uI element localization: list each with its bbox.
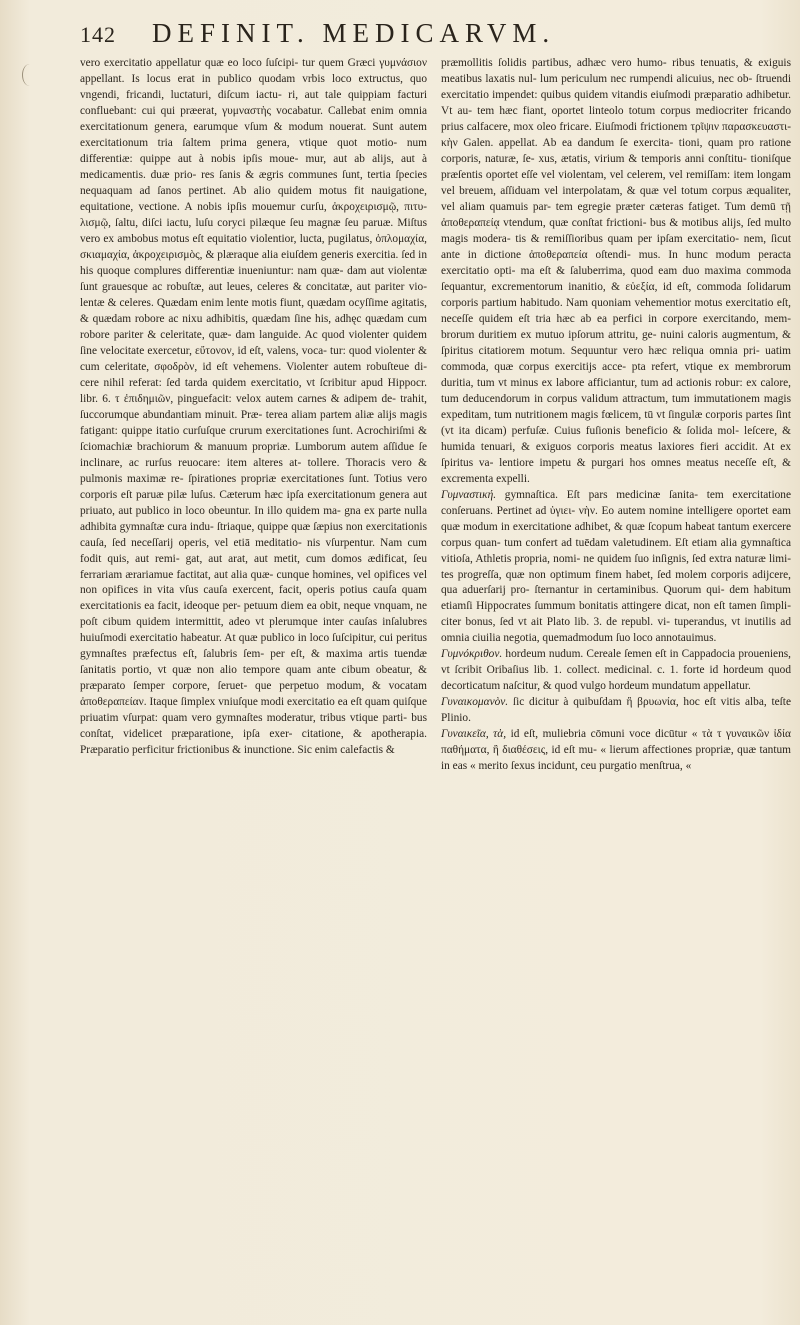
left-column [80,56,427,759]
margin-mark [22,64,37,86]
entry-gynaecia-head: Γυναικεῖα, τὰ, [441,728,507,741]
entry-hordeum [441,647,791,695]
running-title: DEFINIT. MEDICARVM. [152,18,556,48]
right-paragraph-1: præmollitis ſolidis partibus, adhæc vero humo- ribus tenuatis, & exiguis meatibus laxatis nul- lum periculum nec rumpendi alicuius, nec ob- ſtruendi exercitatio impendet: quibus quidem vitandis eiuſmodi præparatio adhibetur. Vt au- tem hæc fiant, oportet linteolo totum corpus mediocriter fricando prius calfacere, mox oleo fricare. Eiuſmodi frictionem τρῖψιν παρασκευαστι- κὴν Galen. appellat. Ab ea dandum ſe exercita- tioni, quam pro ratione corporis, naturæ, ſe- xus, ætatis, virium & temporis anni conſtitu- tioniſque præſentis oportet eſſe vel violentam, vel celerem, vel remiſſam: item longam vel breuem, aſſiduam vel interpolatam, & quæ vel totum corpus æqualiter, vel aliam quamuis par- tem egregie præter cæteras fatiget. Tum demū τῇ ἀποθεραπείᾳ vtendum, quæ conſtat frictioni- bus & motibus alijs, ſed multo magis modera- tis & remiſſioribus quam per ipſam exercitatio- nem, ſicut ante in dictione ἀποθεραπεία oſtendi- mus. In hunc modum peracta exercitatio opti- ma eſt & ſaluberrima, quod eam duo maxima commoda ſequantur, excrementorum inanitio, & εὐεξία, id eſt, commoda ſolidarum corporis partium habitudo. Nam quoniam vehementior motus exercitatio eſt, neceſſe quidem eſt tria hæc ab ea perfici in corpore exercitando, mem- brorum duritiem ex mutuo ipſorum attritu, ge- nuini caloris augmentum, & ſpiritus citatiorem motum. Sequuntur vero hæc reliqua omnia pri- uatim commoda, quæ corpus exercitijs acce- pta refert, vtique ex membrorum duritia, tum vt minus ex labore afficiantur, tum ad actionis robur: ex calore, tum deducendorum in corpus validum attractum, tum immutationem magis expeditam, tum nutritionem magis fœlicem, tū vt ſingulæ corporis partes ſint (vt ita dicam) perfuſæ. Cuius fuſionis beneficio & ſolida mol- leſcere, & humida tenuari, & exiguos corporis meatus laxiores fieri accidit. At ex ſpiritus va- lentiore impetu & purgari hos omnes meatus neceſſe eſt, & excrementa expelli. [441,57,791,485]
entry-gymnastica [441,488,791,648]
entry-gynaecia [441,727,791,775]
header-rule [78,53,790,54]
right-column [441,56,791,775]
entry-gynaecomanon-body: ſic dicitur à quibuſdam ἢ βρυωνία, hoc eſt vitis alba, teſte Plinio. [441,696,791,725]
entry-gymnastica-head: Γυμναστική. [441,488,497,501]
entry-hordeum-head: Γυμνόκριθον. [441,648,503,661]
entry-gymnastica-body: gymnaſtica. Eſt pars medicinæ ſanita- tem exercitatione conſeruans. Pertinet ad ὑγιει- νὴν. Eo autem nomine intelligere oportet eam quæ modum in exercitatione adhibet, & quæ ſcopum habeat tantum exercere corpus quan- tum confert ad tuēdam valetudinem. Eſt etiam alia gymnaſtica vitioſa, Athletis propria, nomi- ne quidem ſuo inſignis, ſed extra naturæ limi- tes progreſſa, quæ non optimum finem habet, ſed molem corporis adijcere, qua aduerſarij pro- ſternantur in certaminibus. Quorum qui- dem habitum etiamſi Hippocrates ſummum bonitatis attingere dicat, non eſt tamen ſimpli- citer bonus, ſed vt ait Plato lib. 3. de republ. vi- tuperandus, vt inutilis ad omnia ciuilia negotia, quemadmodum ſuo loco annotauimus. [441,488,791,645]
left-column-text: vero exercitatio appellatur quæ eo loco ſuſcipi- tur quem Græci γυμνάσιον appellant. Is locus erat in publico quodam vrbis loco extructus, quo vngendi, fricandi, luctaturi, diſcum iactu- ri, aut tale quippiam facturi confluebant: cui qui præerat, γυμναστὴς vocabatur. Callebat enim omnia exercitationum genera, earumque vſum & modum nouerat. Sunt autem exercitationum tria ſaltem prima genera, vtique quot motio- num differentiæ: quippe aut à nobis ipſis moue- mur, aut ab alijs, aut à medicamentis. duæ prio- res ſanis & ægris communes ſunt, tertia ſpecies nequaquam ad ſanos pertinet. Ab alio quidem motus fit nauigatione, equitatione, vectione. A nobis ipſis mouemur curſu, ἀκροχειρισμῷ, πιτυ- λισμῷ, ſaltu, diſci iactu, luſu coryci pilæque ſeu magnæ ſeu paruæ. Miſtus vero ex ambobus motus eſt equitatio violentior, lucta, pugilatus, ὁπλομαχία, σκιαμαχία, ἀκροχειρισμὸς, & plæraque alia eiuſdem generis exercitia. ſed in his quoque complures differentiæ inueniuntur: nam quæ- dam aut violentæ ſunt grauesque ac robuſtæ, aut leues, celeres & concitatæ, aut pariter vio- lentæ & celeres. Quædam enim lente motis fiunt, quædam ocyſſime agitatis, & quædam robore ac nixu adhibitis, quædam ſine his, adhęc quædam cum robore pariter & celeritate, quæ- dam languide. Ac quod violenter quidem ſine velocitate exercetur, εὔτονον, id eſt, valens, voca- tur: quod violenter & cum celeritate, σφοδρὸν, id eſt vehemens. Violenter autem robuſteue di- cere nihil referat: ſed tarda quidem exercitatio, vt ſcribitur apud Hippocr. libr. 6. τ ἐπιδημιῶν, pinguefacit: velox autem carnes & adipem de- trahit, ſuccorumque abundantiam minuit. Præ- terea aliam partem aliæ alijs magis fatigant: quippe itatio curſuſque crurum exercitationes ſunt. Acrochiriſmi & ſciomachiæ brachiorum & manuum propriæ. Lumborum autem aſſidue ſe inclinare, ac rurſus reuocare: item alteres at- tollere. Thoracis vero & pulmonis maximæ re- ſpirationes propriæ exercitationes ſunt. Totius vero corporis eſt paruæ pilæ luſus. Cæterum hæc ipſa exercitationum genera aut priuato, aut publico in loco obeuntur. In illo quidem ma- gna ex parte nulla adhibita gymnaſtæ cura indu- ſtriaque, quippe quæ ſæpius non exercitationis cauſa, ſed neceſſarij operis, vel etiā meditatio- nis vſurpentur. Nam cum fodit quis, aut remi- gat, aut arat, aut metit, cum domos ædificat, ſeu ferrariam ærariamue factitat, aut alia quæ- cunque homines, vel opifices vel non opifices in vita vſus cauſa exercent, facit, operis potius cauſa quam exercitationis ea facit, ideoque per- petuum diem ea obit, neque vnquam, ne poſt cibum quidem intermittit, adeo vt plerumque inter cauſas inſalubres huiuſmodi exercitatio habeatur. At quæ publico in loco ſuſcipitur, cui peritus gymnaſtes præfectus eſt, ſalubris ſem- per eſt, & maxima artis tuendæ ſanitatis portio, vt quæ non alio tempore quam ante cibum obeatur, & præparato ſemper corpore, ſeruet- que perpetuo modum, & vocatam ἀποθεραπείαν. Itaque ſimplex vniuſque modi exercitatio ea eſt quam quiſque priuatim vſurpat: quam vero gymnaſtes moderatur, tribus vtique parti- bus conſtat, videlicet præparatione, ipſa exer- citatione, & apotherapia. Præparatio perficitur frictionibus & inunctione. Sic enim calefactis & [80,57,427,757]
entry-gynaecomanon-head: Γυναικομανὸν. [441,696,509,709]
page-number: 142 [80,22,116,47]
entry-gynaecomanon [441,695,791,727]
entry-hordeum-body: hordeum nudum. Cereale ſemen eſt in Cappadocia proueniens, vt ſcribit Oribaſius lib. 1. collect. medicinal. c. 1. forte id hordeum quod decorticatum naſcitur, & quod vulgo hordeum mundatum appellatur. [441,648,791,693]
entry-gynaecia-body: id eſt, muliebria cōmuni voce dicūtur « τὰ τ γυναικῶν ἰδία παθήματα, ἢ διαθέσεις, id eſt mu- « lierum affectiones propriæ, quæ tantum in eas « merito ſexus incidunt, ceu purgatio menſtrua, « [441,728,791,773]
page-header [80,18,780,52]
